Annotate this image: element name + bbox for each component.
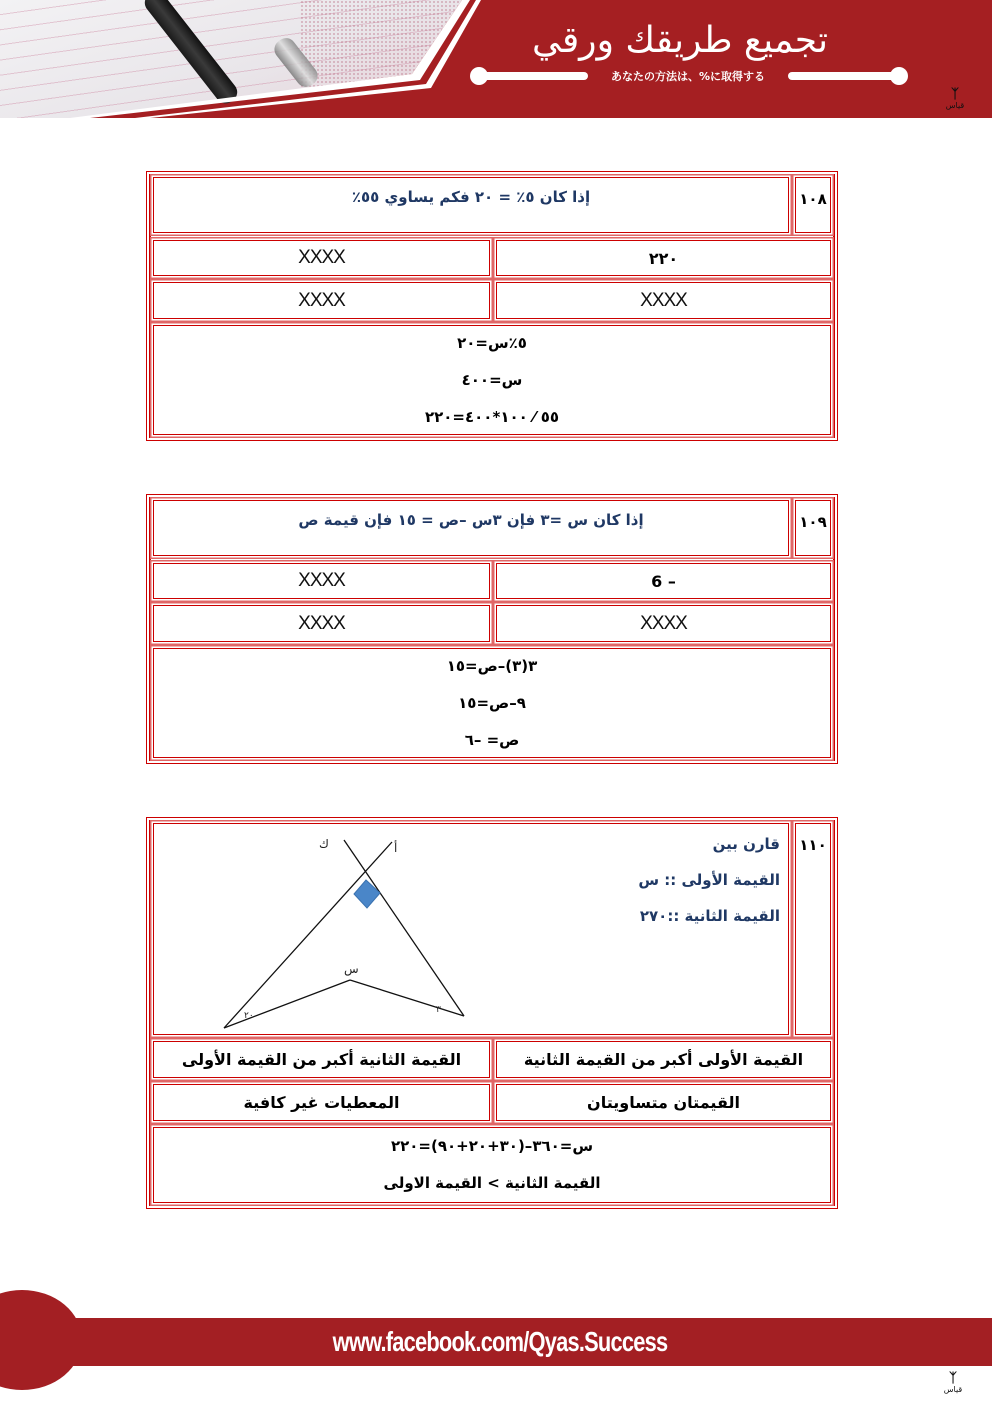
question-content <box>153 823 789 1035</box>
answer-option-b[interactable]: XXXX <box>153 563 490 599</box>
diagram-angle-30: ٣٠ <box>436 1005 446 1015</box>
footer-logo <box>938 1372 968 1396</box>
question-text: إذا كان ٥٪ = ٢٠ فكم يساوي ٥٥٪ <box>153 177 789 233</box>
header-banner <box>0 0 992 118</box>
answer-option-d[interactable]: المعطيات غير كافية <box>153 1084 490 1121</box>
solution-box <box>153 325 831 435</box>
answer-option-d[interactable]: XXXX <box>153 605 490 642</box>
diagram-label-k: ك <box>319 837 329 851</box>
geometry-diagram <box>214 830 484 1035</box>
solution-line: ٥٥ ⁄ ١٠٠*٤٠٠=٢٢٠ <box>424 407 560 426</box>
question-number: ١١٠ <box>795 823 831 1035</box>
header-logo <box>940 88 970 112</box>
diagram-line <box>224 842 392 1028</box>
question-109-table <box>146 494 838 764</box>
answer-option-b[interactable]: القيمة الثانية أكبر من القيمة الأولى <box>153 1041 490 1078</box>
question-line: القيمة الأولى :: س <box>638 871 780 889</box>
answer-option-c[interactable]: القيمتان متساويتان <box>496 1084 831 1121</box>
question-text <box>638 832 780 940</box>
question-line: قارن بين <box>712 835 780 853</box>
solution-line: س=٤٠٠ <box>461 370 523 389</box>
solution-line: القيمة الثانية > القيمة الاولى <box>383 1174 601 1192</box>
solution-box <box>153 1127 831 1203</box>
answer-option-a[interactable]: القيمة الأولى أكبر من القيمة الثانية <box>496 1041 831 1078</box>
question-number: ١٠٨ <box>795 177 831 233</box>
logo-text: قياس <box>943 1385 963 1394</box>
solution-box <box>153 648 831 758</box>
answer-option-a[interactable]: 6 – <box>496 563 831 599</box>
answer-option-c[interactable]: XXXX <box>496 605 831 642</box>
diagram-label-a: أ <box>394 841 398 855</box>
question-number: ١٠٩ <box>795 500 831 556</box>
solution-line: س=٣٦٠–(٣٠+٢٠+٩٠)=٢٢٠ <box>390 1137 594 1155</box>
solution-line: ٣(٣)–ص=١٥ <box>446 656 538 675</box>
logo-text: قياس <box>945 101 965 110</box>
diagram-label-s: س <box>344 962 359 976</box>
question-110-table <box>146 817 838 1209</box>
answer-option-c[interactable]: XXXX <box>496 282 831 319</box>
bar-end-dot <box>890 67 908 85</box>
footer-facebook-link[interactable]: www.facebook.com/Qyas.Success <box>332 1326 668 1357</box>
answer-option-d[interactable]: XXXX <box>153 282 490 319</box>
solution-line: ٩–ص=١٥ <box>458 693 526 712</box>
question-line: القيمة الثانية ::٢٧٠ <box>639 907 780 925</box>
diagram-line <box>344 840 464 1016</box>
header-subtitle: あなたの方法は、%に取得する <box>610 70 766 83</box>
logo-icon: ᛉ <box>949 1371 957 1386</box>
solution-line: ص= –٦ <box>464 730 520 749</box>
question-108-table <box>146 171 838 441</box>
diagram-line <box>350 980 464 1016</box>
solution-line: ٥٪س=٢٠ <box>457 333 527 352</box>
question-text: إذا كان س =٣ فإن ٣س –ص = ١٥ فإن قيمة ص <box>153 500 789 556</box>
diagram-angle-20: ٢٠ <box>244 1011 254 1021</box>
header-divider-bar <box>478 72 588 80</box>
header-divider-bar <box>788 72 900 80</box>
answer-option-a[interactable]: ٢٢٠ <box>496 240 831 276</box>
right-angle-icon <box>354 880 380 908</box>
answer-option-b[interactable]: XXXX <box>153 240 490 276</box>
logo-icon: ᛉ <box>951 87 959 102</box>
header-title: تجميع طريقك ورقي <box>531 20 829 61</box>
diagram-line <box>224 980 350 1028</box>
